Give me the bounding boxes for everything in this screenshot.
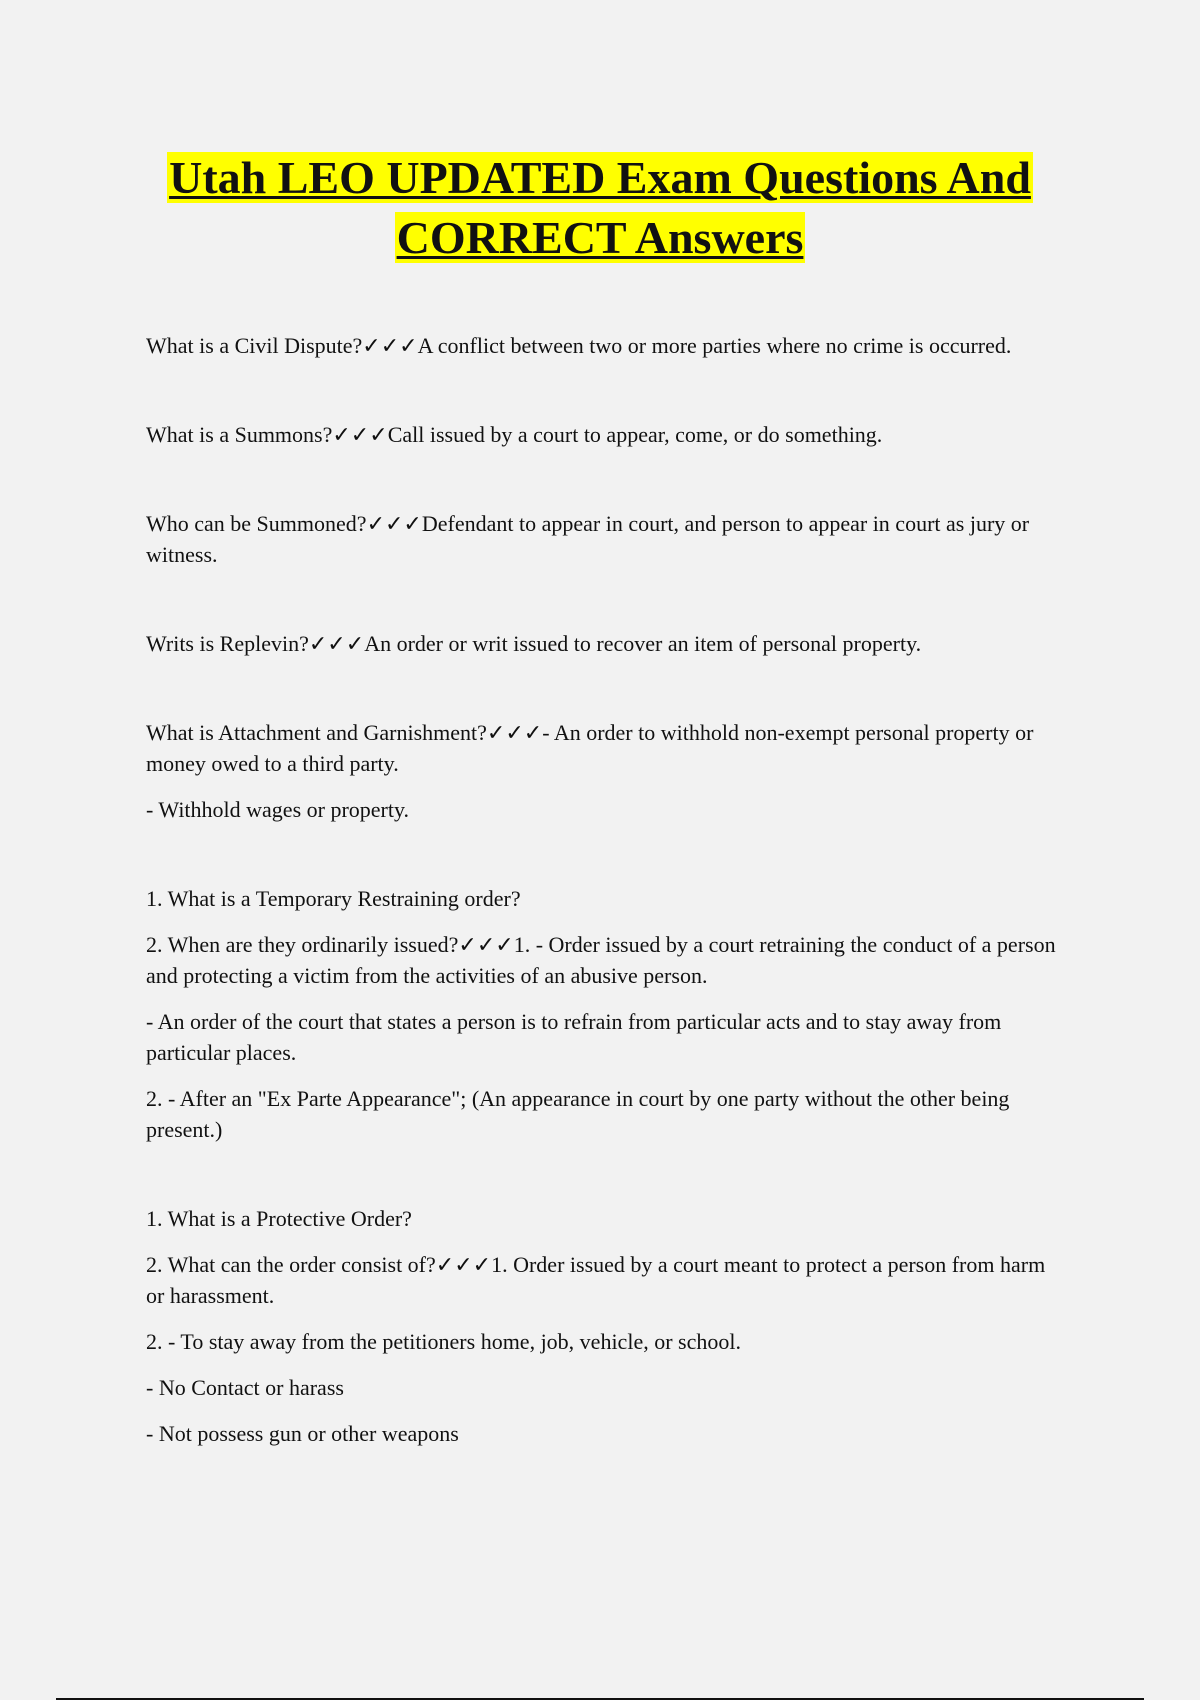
answer-extra: - Withhold wages or property. [146, 797, 410, 822]
answer-extra: - Not possess gun or other weapons [146, 1421, 459, 1446]
checkmark-icon: ✓✓✓ [332, 422, 388, 447]
answer: Call issued by a court to appear, come, or do something. [387, 422, 883, 447]
checkmark-icon: ✓✓✓ [458, 932, 514, 957]
qa-text [146, 508, 1056, 570]
qa-text [146, 628, 1056, 659]
answer: 1. Order issued by a court meant to protect a person from harm or harassment. [146, 1252, 1046, 1308]
qa-text [146, 929, 1056, 991]
qa-text [146, 1249, 1056, 1311]
answer: 1. - Order issued by a court retraining the conduct of a person and protecting a victim from the activities of an abusive person. [146, 932, 1056, 988]
question: Writs is Replevin? [146, 631, 309, 656]
question: 2. When are they ordinarily issued? [146, 932, 459, 957]
qa-item [146, 883, 1056, 1145]
checkmark-icon: ✓✓✓ [362, 333, 418, 358]
checkmark-icon: ✓✓✓ [366, 511, 422, 536]
answer-extra: 2. - After an "Ex Parte Appearance"; (An appearance in court by one party without the other being present.) [146, 1086, 1010, 1142]
checkmark-icon: ✓✓✓ [435, 1252, 492, 1277]
qa-item [146, 330, 1056, 361]
question: 2. What can the order consist of? [146, 1252, 436, 1277]
qa-text [146, 330, 1056, 361]
qa-list [146, 330, 1056, 1507]
qa-item [146, 1203, 1056, 1449]
qa-item [146, 419, 1056, 450]
checkmark-icon: ✓✓✓ [486, 720, 543, 745]
qa-text [146, 717, 1056, 779]
qa-item [146, 717, 1056, 825]
question: What is a Civil Dispute? [146, 333, 363, 358]
answer-extra: 2. - To stay away from the petitioners home, job, vehicle, or school. [146, 1329, 741, 1354]
question: Who can be Summoned? [146, 511, 367, 536]
title-line-2: CORRECT Answers [396, 212, 804, 263]
qa-item [146, 508, 1056, 570]
checkmark-icon: ✓✓✓ [308, 631, 365, 656]
answer-extra: - No Contact or harass [146, 1375, 344, 1400]
question-pre: 1. What is a Temporary Restraining order? [146, 886, 521, 911]
page-title [140, 148, 1060, 268]
question: What is Attachment and Garnishment? [146, 720, 487, 745]
answer: An order or writ issued to recover an item of personal property. [364, 631, 922, 656]
answer: Defendant to appear in court, and person to appear in court as jury or witness. [146, 511, 1030, 567]
answer-extra: - An order of the court that states a person is to refrain from particular acts and to stay away from particular places. [146, 1009, 1002, 1065]
answer: A conflict between two or more parties where no crime is occurred. [417, 333, 1012, 358]
question: What is a Summons? [146, 422, 333, 447]
qa-text [146, 419, 1056, 450]
answer: - An order to withhold non-exempt personal property or money owed to a third party. [146, 720, 1034, 776]
qa-item [146, 628, 1056, 659]
title-line-1: Utah LEO UPDATED Exam Questions And [169, 152, 1031, 203]
question-pre: 1. What is a Protective Order? [146, 1206, 412, 1231]
